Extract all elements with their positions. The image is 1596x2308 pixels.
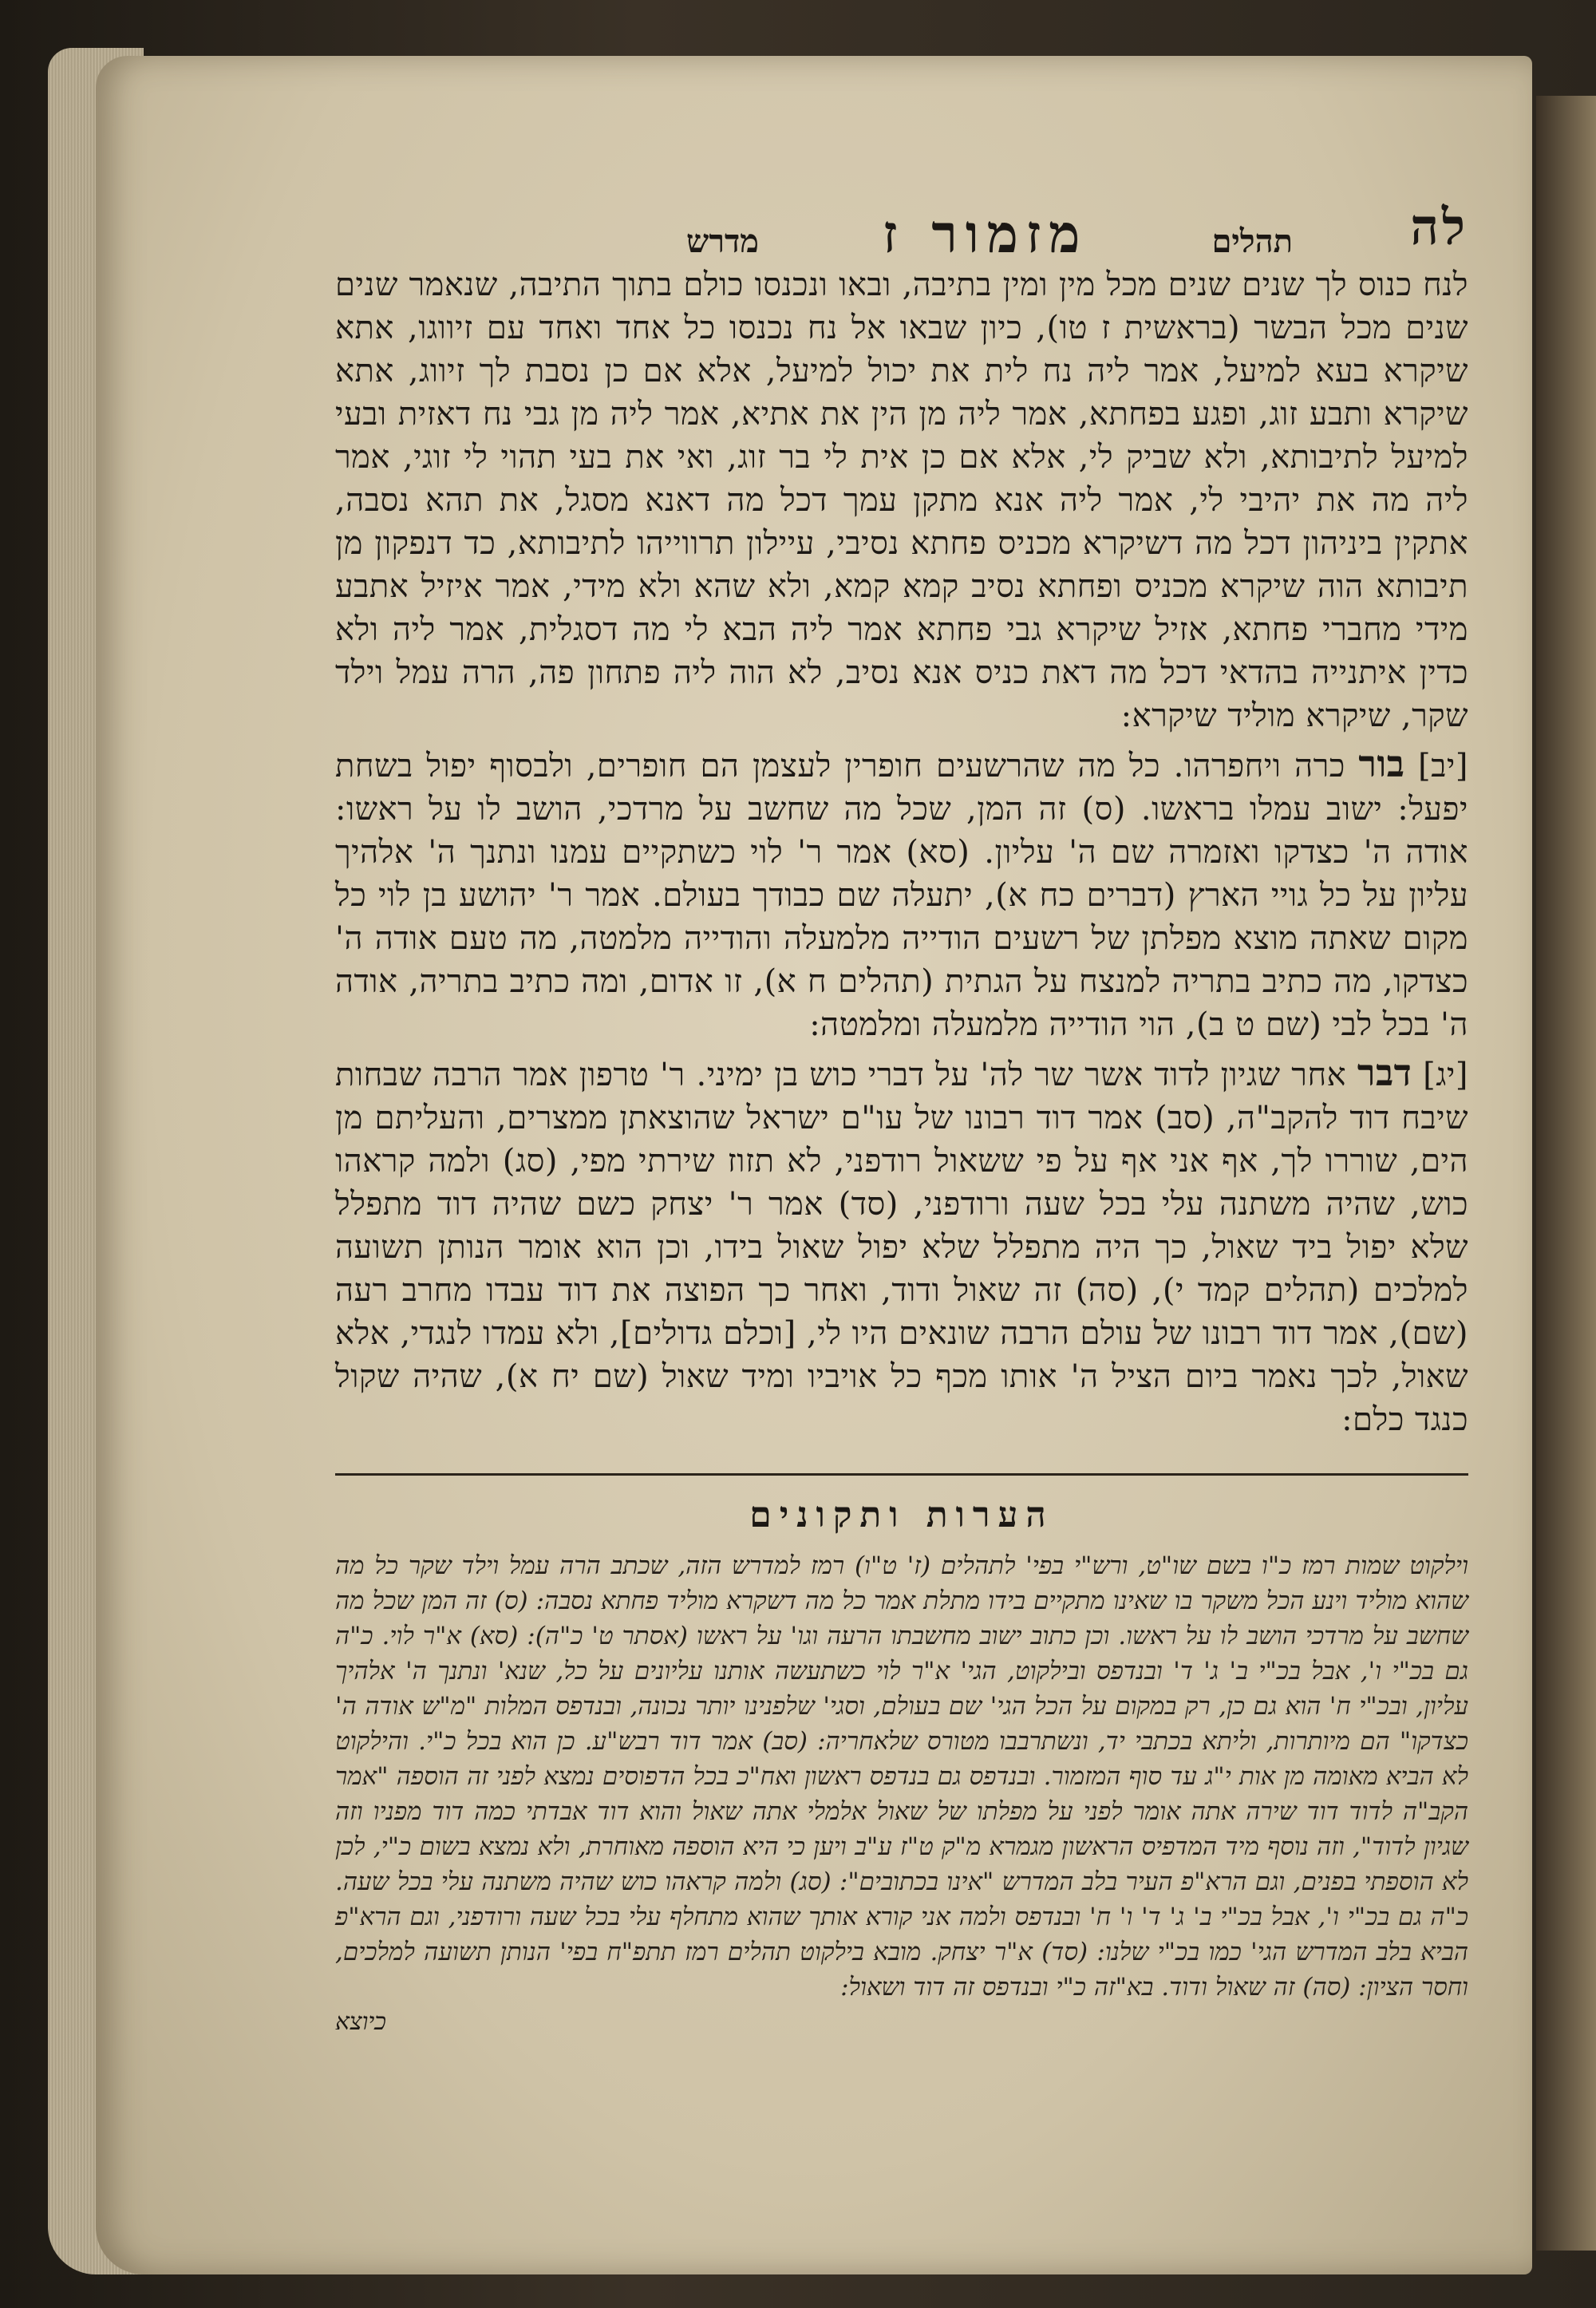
notes-divider — [335, 1473, 1468, 1476]
main-text — [335, 263, 1468, 1441]
page-content — [335, 184, 1468, 2036]
running-head — [686, 203, 1293, 266]
section-13-head: אחר שגיון לדוד אשר שר לה' על דברי כוש בן ימיני. ר' טרפון אמר — [512, 1057, 1347, 1093]
paragraph-11: לנח כנוס לך שנים שנים מכל מין ומין בתיבה, ובאו ונכנסו כולם בתוך התיבה, שנאמר שנים שנים מכל הבשר (בראשית ז טו), כיון שבאו אל נח נכנסו כל אחד ואחד עם זיווגו, אתא שיקרא בעא למיעל, אמר ליה נח לית את יכול למיעל, אלא אם כן נסבת לך זיווג, אתא שיקרא ותבע זוג, ופגע בפחתא, אמר ליה מן הין את אתיא, אמר ליה מן גבי נח דאזית ובעי למיעל לתיבותא, ולא שביק לי, אלא אם כן אית לי בר זוג, ואי את בעי תהוי לי זוגי, אמר ליה מה את יהיבי לי, אמר ליה אנא מתקן עמך דכל מה דאנא מסגל, את תהא נסבה, אתקין ביניהון דכל מה דשיקרא מכניס פחתא נסיבי, עיילון תרווייהו לתיבותא, כד דנפקון מן תיבותא הוה שיקרא מכניס ופחתא נסיב קמא קמא, ולא שהא ולא מידי, אמר איזיל אתבע מידי מחברי פחתא, אזיל שיקרא גבי פחתא אמר ליה הבא לי מה דסגלית, אמר ליה ולא כדין איתנייה בהדאי דכל מה דאת כניס אנא נסיב, לא הוה ליה פתחון פה, הרה עמל וילד שקר, שיקרא מוליד שיקרא: — [335, 267, 1469, 734]
section-12-text: יפול בשחת יפעל: ישוב עמלו בראשו. (ס) זה המן, שכל מה שחשב על מרדכי, הושב לו על ראשו: אודה ה' כצדקו ואזמרה שם ה' עליון. (סא) אמר ר' לוי כשתקיים עמנו ונתנך ה' אלהיך עליון על כל גויי הארץ (דברים כח א), יתעלה שם כבודך בעולם. אמר ר' יהושע בן לוי כל מקום שאתה מוצא מפלתן של רשעים הודייה מלמעלה והודייה מלמטה, מה טעם אודה ה' כצדקו, מה כתיב בתריה למנצח על הגתית (תהלים ח א), זו אדום, ומה כתיב בתריה, אודה ה' בכל לבי (שם ט ב), הוי הודייה מלמעלה ומלמטה: — [335, 748, 1468, 1043]
section-13-lead-word: דבר — [1357, 1051, 1412, 1094]
section-12-marker: [יב] — [1418, 748, 1469, 784]
running-head-center: מזמור ז — [883, 203, 1088, 265]
paragraph-13 — [335, 1051, 1468, 1441]
section-13-marker: [יג] — [1423, 1057, 1469, 1093]
page-number: לה — [1410, 198, 1468, 256]
facing-page-edge — [1536, 96, 1596, 2251]
paragraph-12 — [335, 742, 1468, 1046]
running-head-left: מדרש — [686, 223, 759, 260]
running-head-right: תהלים — [1211, 223, 1293, 260]
notes-title: הערות ותקונים — [749, 1495, 1054, 1535]
section-13-text: הרבה שבחות שיבח דוד להקב"ה, (סב) אמר דוד רבונו של עו"ם ישראל שהוצאתן ממצרים, והעליתם מן הים, שוררו לך, אף אני אף על פי ששאול רודפני, לא תזוז שירתי מפי, (סג) ולמה קראהו כוש, שהיה משתנה עלי בכל שעה ורודפני, (סד) אמר ר' יצחק כשם שהיה דוד מתפלל שלא יפול ביד שאול, כך היה מתפלל שלא יפול שאול בידו, וכן הוא אומר הנותן תשועה למלכים (תהלים קמד י), (סה) זה שאול ודוד, ואחר כך הפוצה את דוד עבדו מחרב רעה (שם), אמר דוד רבונו של עולם הרבה שונאים היו לי, [וכלם גדולים], ולא עמדו לנגדי, אלא שאול, לכך נאמר ביום הציל ה' אותו מכף כל אויביו ומיד שאול (שם יח א), שהיה שקול כנגד כלם: — [335, 1057, 1468, 1438]
page-header — [335, 184, 1468, 263]
section-12-lead-word: בור — [1358, 742, 1405, 785]
notes-text: וילקוט שמות רמז כ"ו בשם שו"ט, ורש"י בפי' לתהלים (ז' ט"ו) רמז למדרש הזה, שכתב הרה עמל וילד שקר כל מה שהוא מוליד וינע הכל משקר בו שאינו מתקיים בידו מתלת אמר כל מה דשקרא מוליד פחתא נסבה: (ס) זה המן שכל מה שחשב על מרדכי הושב לו על ראשו. וכן כתוב ישוב מחשבתו הרעה וגו' על ראשו (אסתר ט' כ"ה): (סא) א"ר לוי. כ"ה גם בכ"י ו', אבל בכ"י ב' ג' ד' ובנדפס ובילקוט, הגי' א"ר לוי כשתעשה אותנו עליונים על כל, שנא' ונתנך ה' אלהיך עליון, ובכ"י ח' הוא גם כן, רק במקום על הכל הגי' שם בעולם, וסגי' שלפנינו יותר נכונה, ובנדפס המלות "מ"ש אודה ה' כצדקו" הם מיותרות, וליתא בכתבי יד, ונשתרבבו מטורס שלאחריה: (סב) אמר דוד רבש"ע. כן הוא בכל כ"י. והילקוט לא הביא מאומה מן אות י"ג עד סוף המזמור. ובנדפס גם בנדפס ראשון ואח"כ בכל הדפוסים נמצא לפני זה הוספה "אמר הקב"ה לדוד דוד שירה אתה אומר לפני על מפלתו של שאול אלמלי אתה שאול והוא דוד אבדתי כמה דוד מפניו וזה שגיון לדוד", וזה נוסף מיד המדפיס הראשון מגמרא מ"ק ט"ז ע"ב ויען כי היא הוספה מאוחרת, ולא נמצא בשום כ"י, לכן לא הוספתי בפנים, וגם הרא"פ העיר בלב המדרש "אינו בכתובים": (סג) ולמה קראהו כוש שהיה משתנה עלי בכל שעה. כ"ה גם בכ"י ו', אבל בכ"י ב' ג' ד' ו' ח' ובנדפס ולמה אני קורא אותך שהוא מתחלף עלי בכל שעה ורודפני, וגם הרא"פ הביא בלב המדרש הגי' כמו בכ"י שלנו: (סד) א"ר יצחק. מובא בילקוט תהלים רמז תתפ"ח בפי' הנותן תשועה למלכים, וחסר הציון: (סה) זה שאול ודוד. בא"זה כ"י ובנדפס זה דוד ושאול: — [335, 1551, 1468, 2002]
section-12-head: כרה ויחפרהו. כל מה שהרשעים חופרין לעצמן הם חופרים, ולבסוף — [489, 748, 1345, 784]
catchword: כיוצא — [335, 2008, 386, 2036]
